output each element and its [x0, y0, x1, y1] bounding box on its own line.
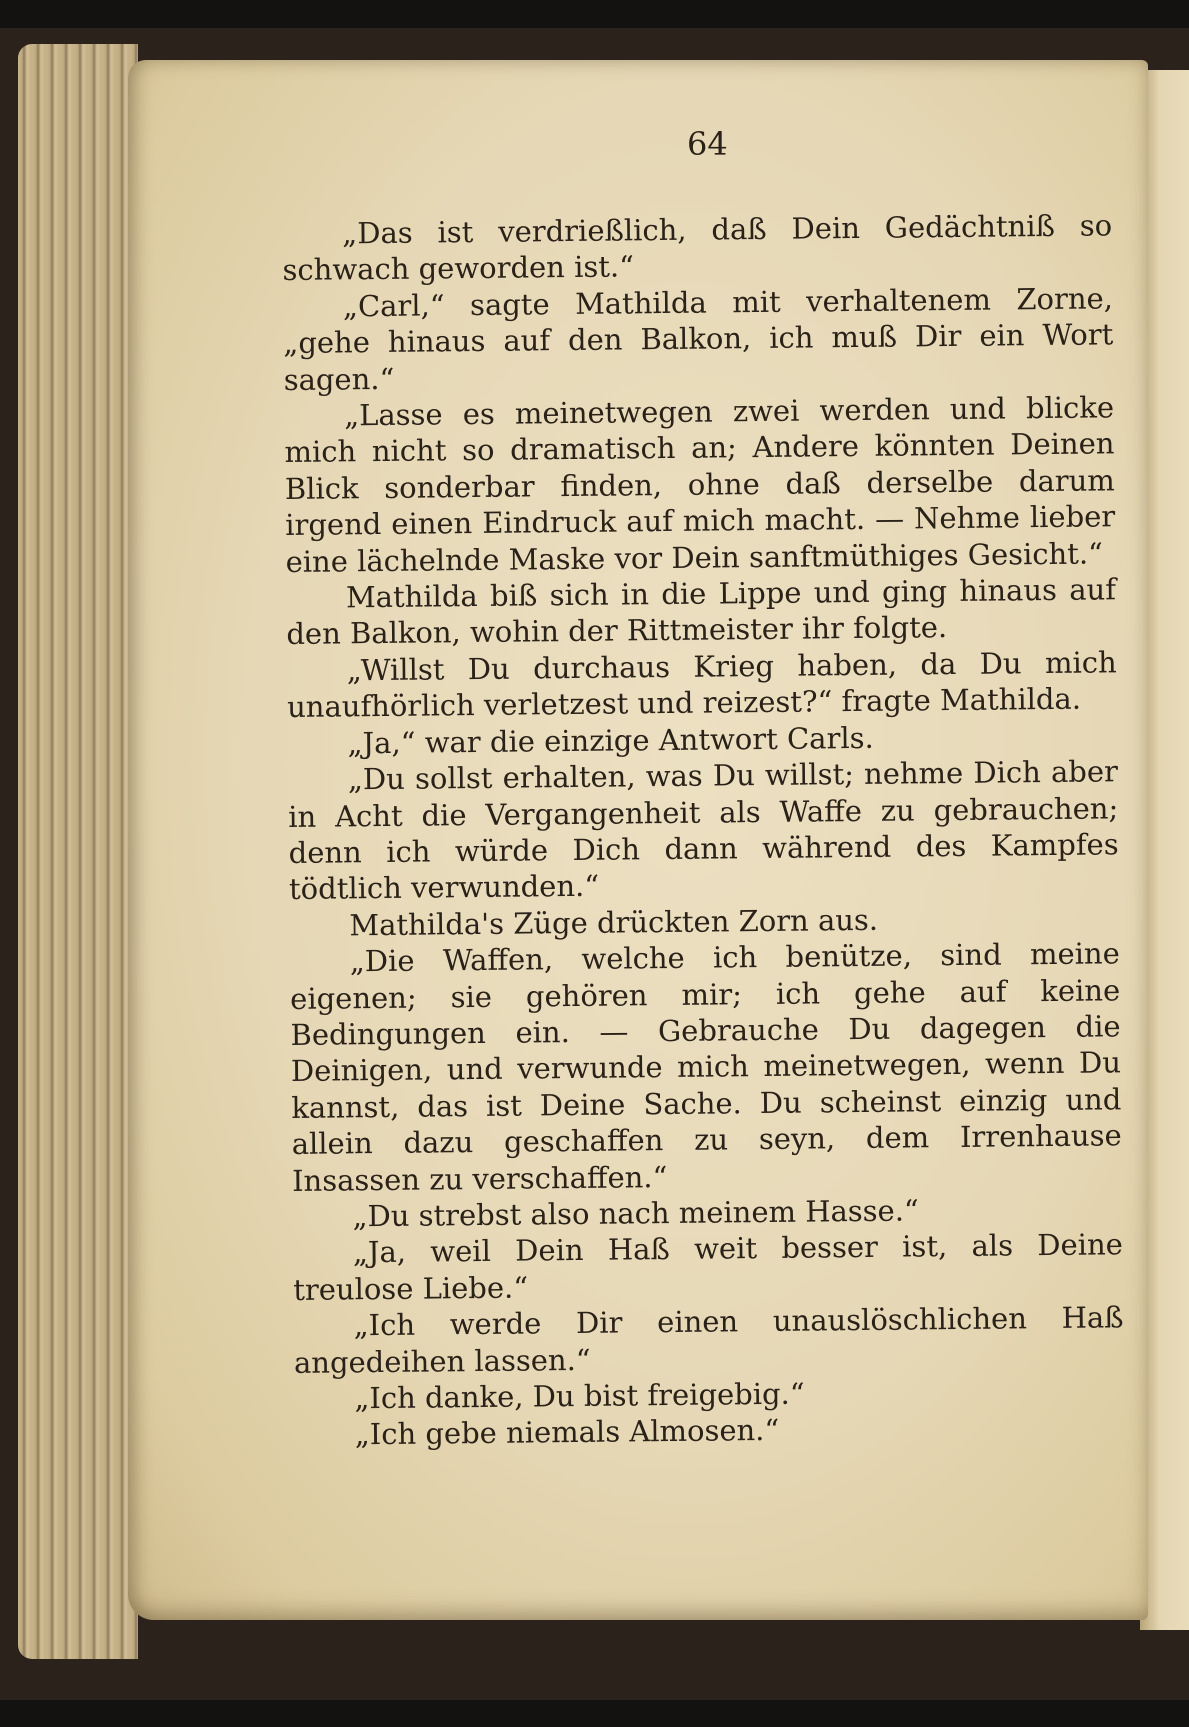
- paragraph: „Du sollst erhalten, was Du willst; nehme Dich aber in Acht die Vergangenheit als Waffe zu gebrauchen; denn ich würde Dich dann während des Kampfes tödtlich verwunden.“: [288, 754, 1119, 907]
- paragraph: „Ja,“ war die einzige Antwort Carls.: [347, 720, 874, 761]
- page-number: [0, 125, 1189, 163]
- paragraph: „Carl,“ sagte Mathilda mit verhaltenem Zorne, „gehe hinaus auf den Balkon, ich muß Dir ein Wort sagen.“: [283, 281, 1114, 397]
- paragraph: „Willst Du durchaus Krieg haben, da Du mich unaufhörlich verletzest und reizest?“ fragte Mathilda.: [286, 645, 1117, 725]
- paragraph: Mathilda biß sich in die Lippe und ging hinaus auf den Balkon, wohin der Rittmeister ihr folgte.: [286, 572, 1117, 652]
- paragraph: „Ich danke, Du bist freigebig.“: [354, 1376, 805, 1416]
- page-text: [282, 207, 1125, 1453]
- paragraph: „Die Waffen, welche ich benütze, sind meine eigenen; sie gehören mir; ich gehe auf keine Bedingungen ein. — Gebrauche Du dagegen die Deinigen, und verwunde mich meinetwegen, wenn Du kannst, das ist Deine Sache. Du scheinst einzig und allein dazu geschaffen zu seyn, dem Irrenhause Insassen zu verschaffen.“: [290, 936, 1122, 1198]
- page-edges: [18, 44, 138, 1659]
- paragraph: „Du strebst also nach meinem Hasse.“: [352, 1193, 919, 1234]
- paragraph: „Ja, weil Dein Haß weit besser ist, als Deine treulose Liebe.“: [293, 1227, 1123, 1307]
- paragraph: „Ich gebe niemals Almosen.“: [354, 1413, 780, 1452]
- paragraph: „Lasse es meinetwegen zwei werden und blicke mich nicht so dramatisch an; Andere könnten Deinen Blick sonderbar finden, ohne daß derselbe darum irgend einen Eindruck auf mich macht. — Nehme lieber eine lächelnde Maske vor Dein sanftmüthiges Gesicht.“: [284, 390, 1116, 579]
- paragraph: „Ich werde Dir einen unauslöschlichen Haß angedeihen lassen.“: [293, 1300, 1124, 1380]
- paragraph: Mathilda's Züge drückten Zorn aus.: [349, 902, 879, 943]
- page-number-text: 64: [687, 125, 728, 163]
- paragraph: „Das ist verdrießlich, daß Dein Gedächtniß so schwach geworden ist.“: [282, 208, 1113, 288]
